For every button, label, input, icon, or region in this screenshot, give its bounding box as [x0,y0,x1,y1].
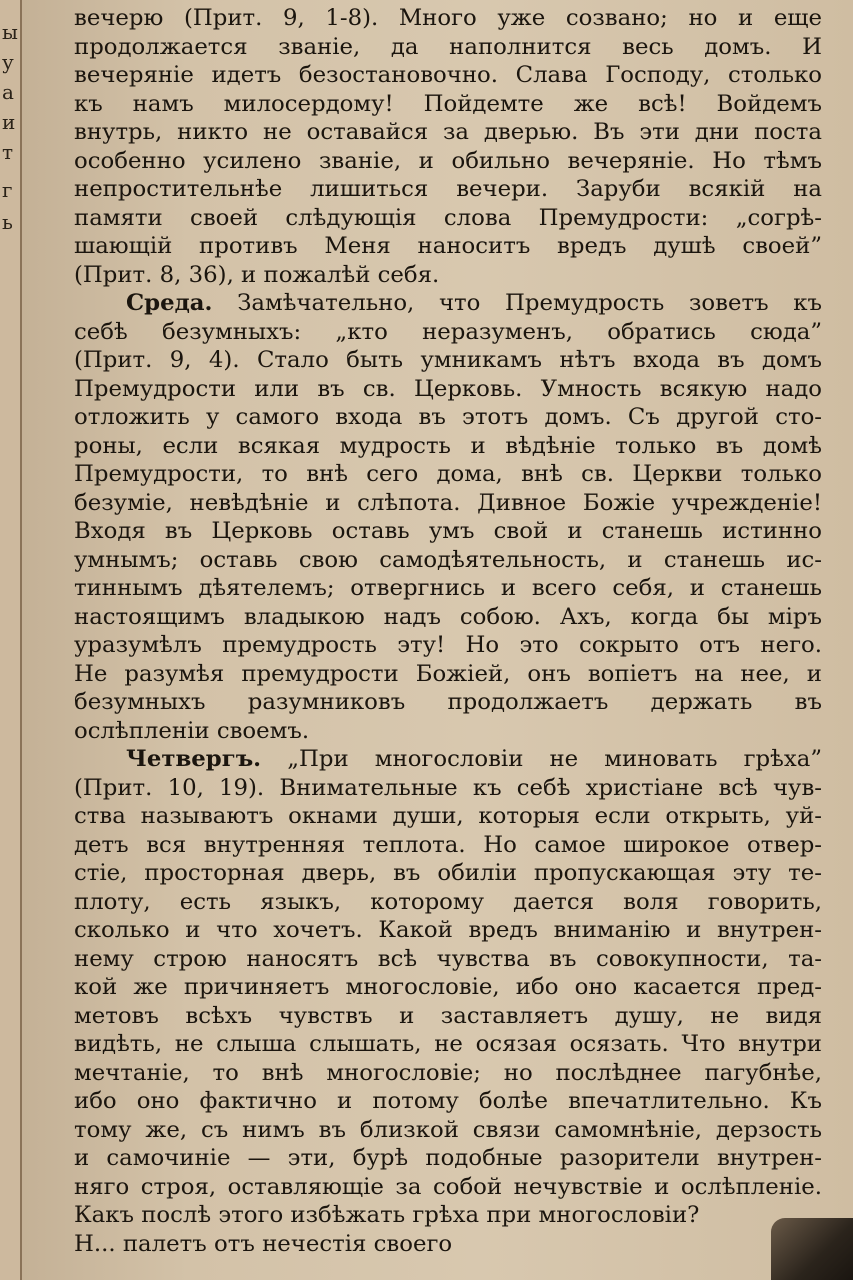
line-text: няго строя, оставляющіе за собой нечувствіе и ослѣпленіе. [74,1173,822,1200]
text-line [74,1173,822,1202]
text-line [74,403,822,432]
text-line [74,147,822,176]
text-line [74,688,822,717]
line-text: „При многословіи не миновать грѣха” [287,746,823,772]
text-line [74,546,822,575]
text-line [74,603,822,632]
line-text: и самочиніе — эти, бурѣ подобные разорители внутрен- [74,1145,822,1171]
line-text: вечерю (Прит. 9, 1-8). Много уже созвано; но и еще [74,5,822,31]
line-text: Премудрости или въ св. Церковь. Умность всякую надо [74,375,822,402]
line-text: тому же, съ нимъ въ близкой связи самомнѣніе, дерзость [74,1116,822,1143]
text-line [74,888,822,917]
line-text: тиннымъ дѣятелемъ; отвергнись и всего себя, и станешь [74,575,822,601]
line-text: нему строю наносятъ всѣ чувства въ совокупности, та- [74,945,822,972]
text-line [74,375,822,404]
line-text: Замѣчательно, что Премудрость зоветъ къ [237,290,823,316]
line-text: памяти своей слѣдующія слова Премудрости: „согрѣ- [74,204,822,231]
margin-glyph: ы [2,20,18,44]
text-line [74,489,822,518]
line-text: къ намъ милосердому! Пойдемте же всѣ! Войдемъ [74,90,822,117]
line-text: безуміе, невѣдѣніе и слѣпота. Дивное Божіе учрежденіе! [74,489,822,516]
line-text: вечеряніе идетъ безостановочно. Слава Господу, столько [74,62,822,88]
text-line [74,4,822,33]
line-text: Не разумѣя премудрости Божіей, онъ вопіетъ на нее, и [74,660,822,687]
line-text: ства называютъ окнами души, которыя если открыть, уй- [74,803,822,829]
text-line [74,916,822,945]
text-line [74,61,822,90]
text-line [74,1116,822,1145]
line-text: видѣть, не слыша слышать, не осязая осязать. Что внутри [74,1031,822,1057]
text-line [74,574,822,603]
line-text: детъ вся внутренняя теплота. Но самое широкое отвер- [74,831,822,858]
line-text: умнымъ; оставь свою самодѣятельность, и станешь ис- [74,546,822,573]
line-text: Какъ послѣ этого избѣжать грѣха при многословіи? [74,1202,700,1228]
text-line [74,1201,822,1230]
text-line [74,517,822,546]
text-line [74,660,822,689]
text-line [74,232,822,261]
text-line [74,859,822,888]
margin-glyph: ь [2,210,13,234]
text-line [74,432,822,461]
line-text: ослѣплeніи своемъ. [74,717,310,744]
text-line [74,1144,822,1173]
day-heading: Четвергъ. [126,746,262,772]
line-text: Премудрости, то внѣ сего дома, внѣ св. Церкви только [74,461,822,487]
line-text: особенно усилено званіе, и обильно вечеряніе. Но тѣмъ [74,147,822,174]
page-text [74,4,822,1258]
day-paragraph-start [74,745,822,774]
text-line [74,717,822,746]
line-text: продолжается званіе, да наполнится весь домъ. И [74,33,822,60]
line-text: плоту, есть языкъ, которому дается воля говорить, [74,888,822,915]
page-corner-shadow [771,1218,853,1280]
line-text: отложить у самого входа въ этотъ домъ. Съ другой сто- [74,404,822,430]
margin-glyph: у [2,50,14,74]
book-page [22,0,853,1280]
line-text: настоящимъ владыкою надъ собою. Ахъ, когда бы міръ [74,603,822,630]
text-line [74,90,822,119]
line-text: кой же причиняетъ многословіе, ибо оно касается пред- [74,974,822,1000]
line-text: Входя въ Церковь оставь умъ свой и станешь истинно [74,518,822,544]
text-line [74,175,822,204]
line-text: метовъ всѣхъ чувствъ и заставляетъ душу, не видя [74,1002,822,1029]
text-line [74,945,822,974]
line-text: сколько и что хочетъ. Какой вредъ вниманію и внутрен- [74,917,822,943]
text-line [74,973,822,1002]
text-line [74,118,822,147]
text-line [74,774,822,803]
text-line [74,802,822,831]
facing-page-edge [0,0,22,1280]
text-line [74,631,822,660]
line-text: ибо оно фактично и потому болѣе впечатлительно. Къ [74,1088,822,1114]
text-line [74,460,822,489]
line-text: себѣ безумныхъ: „кто неразуменъ, обратись сюда” [74,318,822,345]
day-paragraph-start [74,289,822,318]
line-text: стіе, просторная дверь, въ обиліи пропускающая эту те- [74,860,822,886]
line-text: непростительнѣе лишиться вечери. Заруби всякій на [74,176,822,202]
line-text: безумныхъ разумниковъ продолжаетъ держать въ [74,689,822,715]
line-text: роны, если всякая мудрость и вѣдѣніе только въ домѣ [74,432,822,459]
line-text: Н... палетъ отъ нечестія своего [74,1230,453,1257]
text-line [74,261,822,290]
text-line [74,318,822,347]
margin-glyph: а [2,80,14,104]
margin-glyph: т [2,140,14,164]
day-heading: Среда. [126,290,213,316]
line-text: уразумѣлъ премудрость эту! Но это сокрыто отъ него. [74,632,822,658]
text-line [74,33,822,62]
text-line [74,1030,822,1059]
text-line [74,1230,822,1259]
line-text: мечтаніе, то внѣ многословіе; но послѣднее пагубнѣе, [74,1059,822,1086]
text-line [74,204,822,233]
text-line [74,831,822,860]
text-line [74,1087,822,1116]
text-line [74,346,822,375]
line-text: (Прит. 8, 36), и пожалѣй себя. [74,261,440,288]
text-line [74,1059,822,1088]
margin-glyph: и [2,110,16,134]
margin-glyph: г [2,178,13,202]
text-line [74,1002,822,1031]
line-text: внутрь, никто не оставайся за дверью. Въ эти дни поста [74,119,822,145]
line-text: (Прит. 10, 19). Внимательные къ себѣ христіане всѣ чув- [74,774,822,801]
line-text: (Прит. 9, 4). Стало быть умникамъ нѣтъ входа въ домъ [74,347,822,373]
line-text: шающій противъ Меня наноситъ вредъ душѣ своей” [74,233,822,259]
